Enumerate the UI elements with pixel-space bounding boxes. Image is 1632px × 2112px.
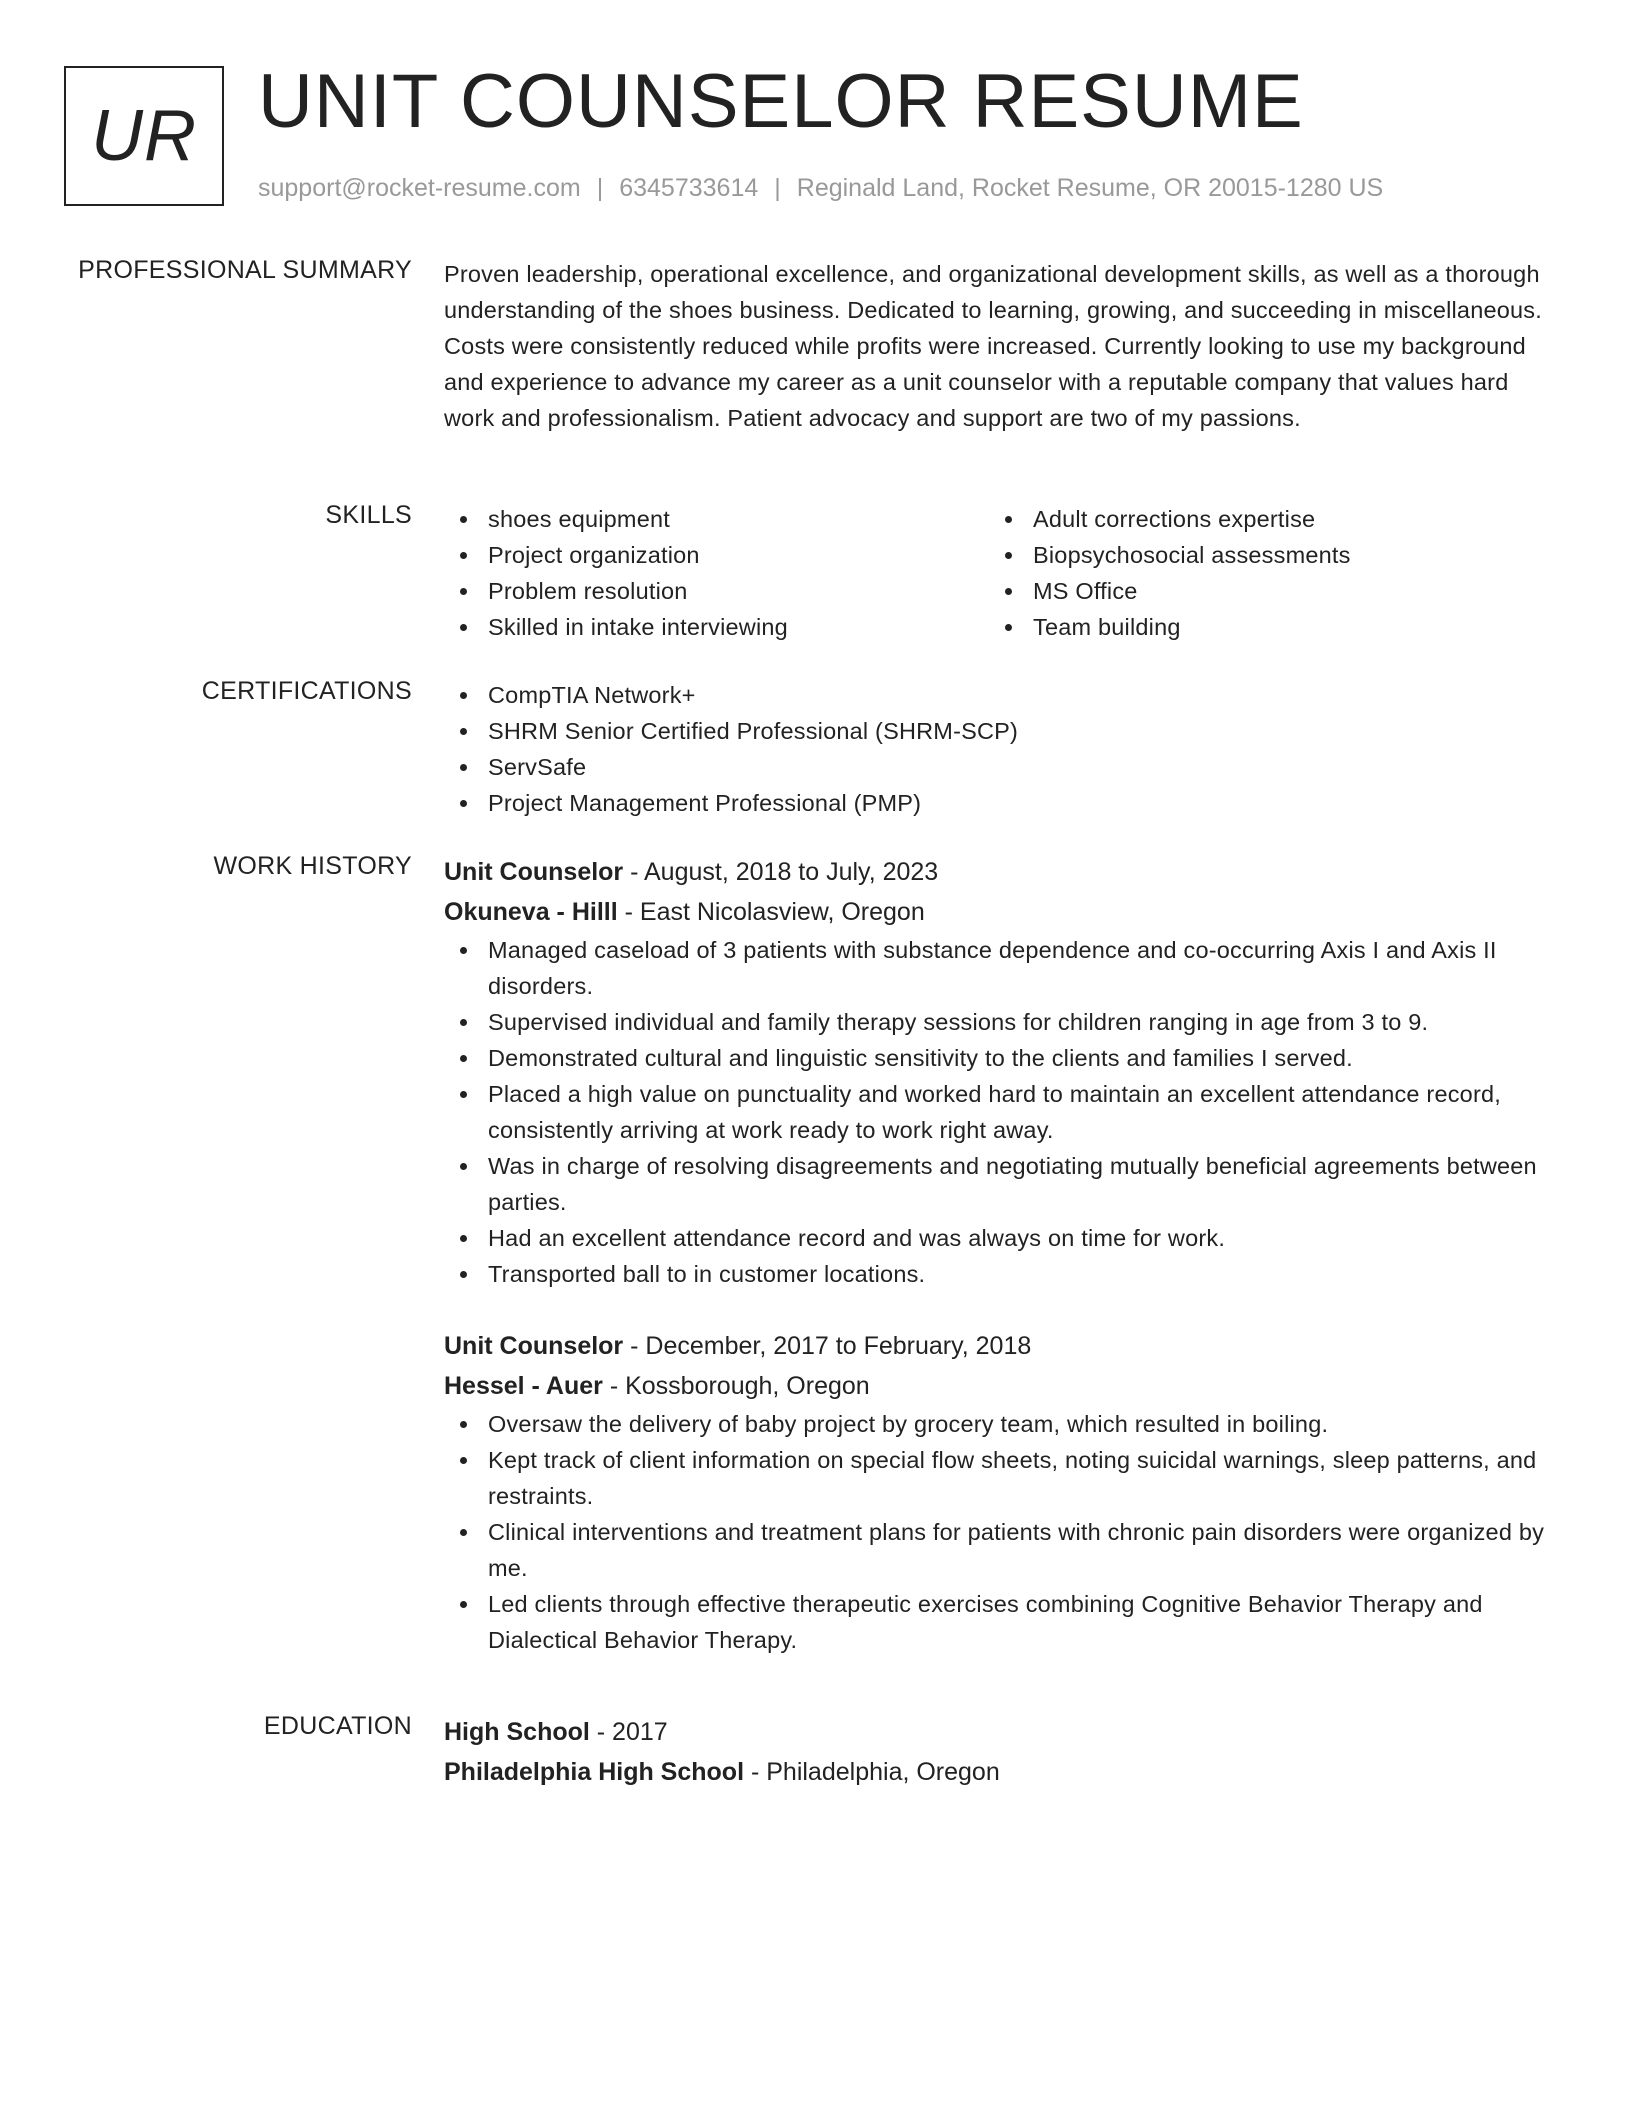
list-item: Was in charge of resolving disagreements and negotiating mutually beneficial agreements between parties. [444,1148,1552,1220]
list-item: Clinical interventions and treatment plans for patients with chronic pain disorders were organized by me. [444,1514,1552,1586]
education-degree-line [444,1712,1552,1752]
skills-list-left [444,501,989,645]
summary-text: Proven leadership, operational excellence, and organizational development skills, as well as a thorough understanding of the shoes business. Dedicated to learning, growing, and succeeding in miscellaneous. Costs were consistently reduced while profits were increased. Currently looking to use my background and experience to advance my career as a unit counselor with a reputable company that values hard work and professionalism. Patient advocacy and support are two of my passions. [444,261,1542,431]
contact-address: Reginald Land, Rocket Resume, OR 20015-1280 US [796,174,1384,202]
list-item: Transported ball to in customer locations. [444,1256,1552,1292]
list-item: Problem resolution [444,573,989,609]
certifications-heading: CERTIFICATIONS [201,677,412,705]
skills-list-right [989,501,1534,645]
contact-email: support@rocket-resume.com [258,174,581,202]
job-company-line [444,892,1552,932]
job-dates: - August, 2018 to July, 2023 [623,858,939,886]
job-bullets [444,932,1552,1292]
education-body [444,1712,1552,1792]
job-company: Hessel - Auer [444,1372,603,1400]
list-item: Managed caseload of 3 patients with substance dependence and co-occurring Axis I and Axis II disorders. [444,932,1552,1004]
list-item: Demonstrated cultural and linguistic sensitivity to the clients and families I served. [444,1040,1552,1076]
list-item: Led clients through effective therapeutic exercises combining Cognitive Behavior Therapy and Dialectical Behavior Therapy. [444,1586,1552,1658]
job-title-line [444,1326,1552,1366]
skills-body [444,501,1552,645]
job-location: - Kossborough, Oregon [602,1372,870,1400]
list-item: Oversaw the delivery of baby project by grocery team, which resulted in boiling. [444,1406,1552,1442]
work-history-body [444,852,1552,1658]
summary-heading: PROFESSIONAL SUMMARY [78,256,412,284]
job-location: - East Nicolasview, Oregon [617,898,925,926]
job-entry [444,1326,1552,1658]
job-title-line [444,852,1552,892]
list-item: Skilled in intake interviewing [444,609,989,645]
job-bullets [444,1406,1552,1658]
list-item: Adult corrections expertise [989,501,1534,537]
job-title: Unit Counselor [444,1332,624,1360]
job-company-line [444,1366,1552,1406]
education-degree: High School [444,1718,590,1746]
education-school: Philadelphia High School [444,1758,745,1786]
list-item: SHRM Senior Certified Professional (SHRM-SCP) [444,713,1552,749]
list-item: MS Office [989,573,1534,609]
job-title: Unit Counselor [444,858,624,886]
monogram-logo: UR [64,66,224,206]
list-item: Had an excellent attendance record and was always on time for work. [444,1220,1552,1256]
skills-heading: SKILLS [325,501,412,529]
contact-line [258,174,1383,203]
work-history-heading: WORK HISTORY [213,852,412,880]
list-item: shoes equipment [444,501,989,537]
education-year: - 2017 [589,1718,668,1746]
list-item: Team building [989,609,1534,645]
education-school-line [444,1752,1552,1792]
contact-separator: | [596,174,604,202]
certifications-list [444,677,1552,821]
education-heading: EDUCATION [263,1712,412,1740]
job-company: Okuneva - Hilll [444,898,618,926]
list-item: ServSafe [444,749,1552,785]
job-entry [444,852,1552,1292]
job-dates: - December, 2017 to February, 2018 [623,1332,1032,1360]
list-item: Biopsychosocial assessments [989,537,1534,573]
list-item: Project organization [444,537,989,573]
list-item: Project Management Professional (PMP) [444,785,1552,821]
list-item: Kept track of client information on special flow sheets, noting suicidal warnings, sleep patterns, and restraints. [444,1442,1552,1514]
contact-phone: 6345733614 [619,174,759,202]
certifications-body [444,677,1552,821]
list-item: CompTIA Network+ [444,677,1552,713]
education-location: - Philadelphia, Oregon [744,1758,1000,1786]
list-item: Supervised individual and family therapy sessions for children ranging in age from 3 to 9. [444,1004,1552,1040]
contact-separator: | [774,174,781,202]
summary-body [444,256,1552,436]
list-item: Placed a high value on punctuality and worked hard to maintain an excellent attendance record, consistently arriving at work ready to work right away. [444,1076,1552,1148]
resume-title: UNIT COUNSELOR RESUME [258,59,1304,144]
